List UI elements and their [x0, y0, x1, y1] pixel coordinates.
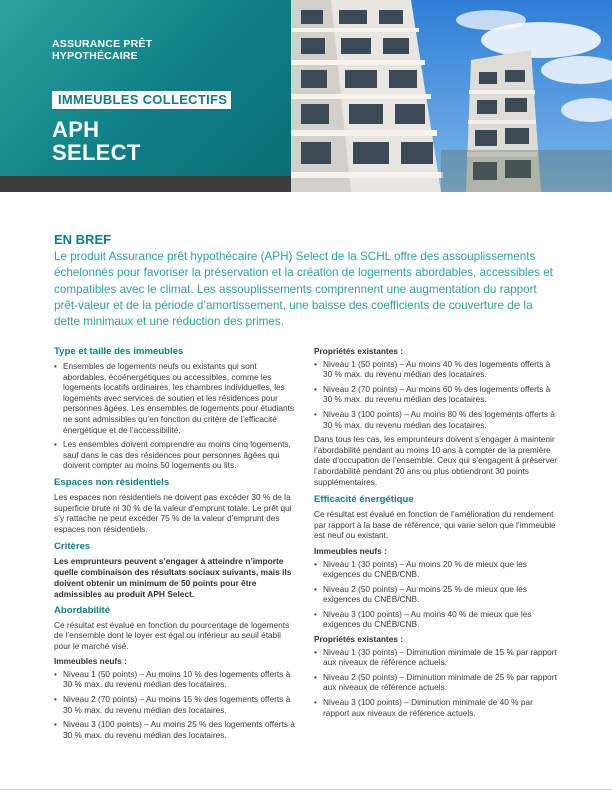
list-item: • Ensembles de logements neufs ou existants qui sont abordables, écoénergétiques ou accessibles, comme les logements locatifs ordinaires, les chambres individuelles, les logements avec services de soutien et les résidences pour personnes âgées. Les ensembles de logements pour étudiants ne sont admissibles qu’en fonction du critère de l’efficacité énergétique et de l’accessibilité.	[54, 361, 299, 435]
list-item: • Les ensembles doivent comprendre au moins cinq logements, sauf dans le cas des résidences pour personnes âgées qui doivent compter au moins 50 logements ou lits.	[54, 439, 299, 471]
list-item: • Niveau 2 (70 points) – Au moins 60 % des logements offerts à 30 % max. du revenu médian des locataires.	[314, 384, 559, 405]
type-heading: Type et taille des immeubles	[54, 346, 184, 357]
intro-heading: EN BREF	[54, 232, 112, 247]
type-list	[54, 361, 299, 471]
eff-existantes-list	[314, 647, 559, 719]
eff-neufs-list	[314, 559, 559, 631]
hero-banner	[0, 0, 612, 192]
list-item: • Niveau 1 (50 points) – Au moins 10 % des logements offerts à 30 % max. du revenu médian des locataires.	[54, 669, 299, 690]
list-item: • Niveau 2 (70 points) – Au moins 15 % des logements offerts à 30 % max. du revenu médian des locataires.	[54, 694, 299, 715]
abordabilite-heading: Abordabilité	[54, 604, 110, 616]
efficacite-heading: Efficacité énergétique	[314, 494, 414, 506]
eyebrow-line-1: ASSURANCE PRÊT	[52, 38, 153, 50]
accent-strip	[0, 176, 291, 192]
espaces-heading: Espaces non résidentiels	[54, 476, 170, 488]
efficacite-text: Ce résultat est évalué en fonction de l’amélioration du rendement par rapport à la base de référence, qui varie selon que l’immeuble est neuf ou existant.	[314, 509, 556, 541]
category-tag: IMMEUBLES COLLECTIFS	[52, 91, 231, 109]
list-item: • Niveau 1 (30 points) – Diminution minimale de 15 % par rapport aux niveaux de référence actuels.	[314, 647, 559, 668]
title-panel	[0, 0, 291, 176]
list-item: • Niveau 3 (100 points) – Au moins 80 % des logements offerts à 30 % max. du revenu médian des locataires.	[314, 409, 559, 430]
tous-cas-text: Dans tous les cas, les emprunteurs doivent s’engager à maintenir l’abordabilité pendant au moins 10 ans à compter de la première date d’occupation de l’ensemble. Ceux qui s’engagent à préserver l’abordabilité pendant 20 ans ou plus obtiendront 30 points supplémentaires.	[314, 434, 558, 487]
eff-existantes-label: Propriétés existantes :	[314, 634, 403, 645]
page-title	[52, 118, 141, 164]
eyebrow-line-2: HYPOTHÉCAIRE	[52, 50, 138, 62]
list-item: • Niveau 3 (100 points) – Au moins 25 % des logements offerts à 30 % max. du revenu médian des locataires.	[54, 719, 299, 740]
abordabilite-text: Ce résultat est évalué en fonction du pourcentage de logements de l’ensemble dont le loyer est égal ou inférieur au seuil établi pour le marché visé.	[54, 619, 290, 651]
list-item: • Niveau 2 (50 points) – Diminution minimale de 25 % par rapport aux niveaux de référence actuels.	[314, 672, 559, 693]
neufs-list	[54, 669, 299, 741]
criteres-heading: Critères	[54, 541, 91, 553]
intro-text: Le produit Assurance prêt hypothécaire (APH) Select de la SCHL offre des assouplissements échelonnés pour favoriser la préservation et la création de logements abordables, accessibles et compatibles avec le climat. Les assouplissements comprennent une augmentation du rapport prêt-valeur et de la période d’amortissement, une baisse des coefficients de couverture de la dette minimaux et une réduction des primes.	[54, 250, 553, 329]
right-column	[314, 346, 559, 722]
eff-neufs-label: Immeubles neufs :	[314, 545, 387, 556]
list-item: • Niveau 3 (100 points) – Diminution minimale de 40 % par rapport aux niveaux de référence actuels.	[314, 697, 559, 718]
existantes-list	[314, 359, 559, 431]
title-line-1: APH	[52, 117, 100, 142]
existantes-label: Propriétés existantes :	[314, 346, 403, 356]
neufs-label: Immeubles neufs :	[54, 656, 127, 667]
building-photo	[291, 0, 612, 192]
title-line-2: SELECT	[52, 140, 141, 165]
list-item: • Niveau 1 (30 points) – Au moins 20 % de mieux que les exigences du CNÉB/CNB.	[314, 559, 559, 580]
left-column	[54, 346, 299, 744]
espaces-text: Les espaces non résidentiels ne doivent pas excéder 30 % de la superficie brute ni 30 % de la valeur d’emprunt totale. Le prêt qui s’y rattache ne peut excéder 75 % de la valeur d’emprunt des espaces non résidentiels.	[54, 491, 292, 534]
list-item: • Niveau 1 (50 points) – Au moins 40 % des logements offerts à 30 % max. du revenu médian des locataires.	[314, 359, 559, 380]
list-item: • Niveau 2 (50 points) – Au moins 25 % de mieux que les exigences du CNÉB/CNB.	[314, 584, 559, 605]
list-item: • Niveau 3 (100 points) – Au moins 40 % de mieux que les exigences du CNÉB/CNB.	[314, 609, 559, 630]
footer-rule	[0, 789, 612, 790]
eyebrow-label	[52, 38, 252, 62]
criteres-text: Les emprunteurs peuvent s’engager à atteindre n’importe quelle combinaison des résultats sociaux suivants, mais ils doivent obtenir un minimum de 50 points pour être admissibles au produit APH Select.	[54, 556, 292, 599]
